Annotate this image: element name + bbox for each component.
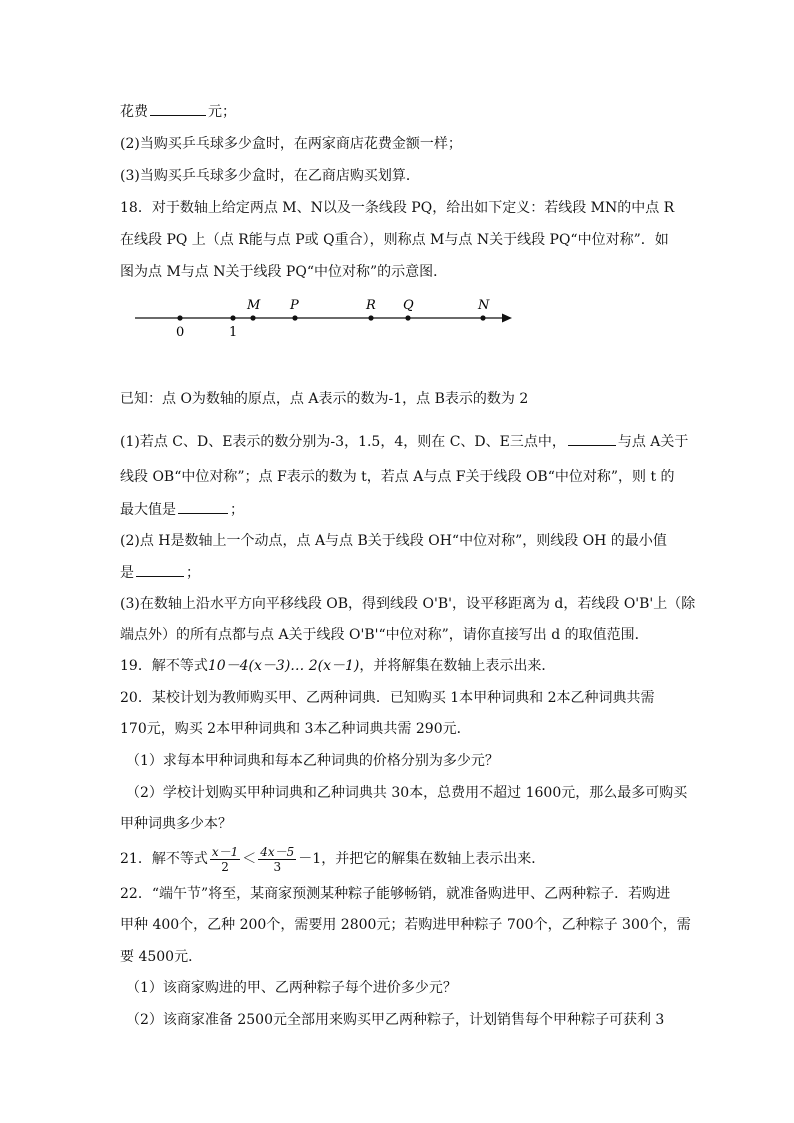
point-0: [177, 315, 182, 320]
tick-label-1: 1: [229, 325, 238, 340]
line-q20-3: （1）求每本甲种词典和每本乙种词典的价格分别为多少元？: [126, 753, 499, 769]
text-q21-b: －1，并把它的解集在数轴上表示出来．: [298, 851, 546, 867]
point-P: [292, 315, 297, 320]
text-p1-e: ；: [230, 502, 244, 518]
line-p1-c: 线段 OB“中位对称”；点 F表示的数为 t，若点 A与点 F关于线段 OB“中位对称”，则 t 的: [120, 469, 675, 485]
q21-fraction-right: [258, 845, 296, 874]
line-q19: [120, 656, 555, 676]
q19-inequality: 10－4(x－3)… 2(x－1): [207, 658, 360, 674]
line-p2-a: (2)点 H是数轴上一个动点，点 A与点 B关于线段 OH“中位对称”，则线段 OH 的最小值: [120, 533, 667, 549]
point-M: [250, 315, 255, 320]
line-q20-1: 20．某校计划为教师购买甲、乙两种词典．已知购买 1本甲种词典和 2本乙种词典共需: [120, 690, 655, 706]
answer-blank-cde: [568, 431, 616, 446]
text-cost-suffix: 元；: [208, 104, 236, 120]
label-P: P: [290, 298, 299, 313]
line-p3-b: 端点外）的所有点都与点 A关于线段 O'B'“中位对称”，请你直接写出 d 的取值范围．: [120, 627, 649, 643]
line-q20-5: 甲种词典多少本？: [120, 816, 232, 832]
line-q17-2: (2)当购买乒乓球多少盒时，在两家商店花费金额一样；: [120, 136, 462, 152]
text-p1-a: (1)若点 C、D、E表示的数分别为-3，1.5，4，则在 C、D、E三点中，: [120, 434, 566, 450]
line-q21: [120, 842, 545, 876]
axis-arrow-icon: [502, 314, 512, 323]
line-given: 已知：点 O为数轴的原点，点 A表示的数为-1，点 B表示的数为 2: [120, 391, 529, 407]
line-q22-1: 22．“端午节”将至，某商家预测某种粽子能够畅销，就准备购进甲、乙两种粽子．若购进: [120, 886, 671, 902]
point-Q: [405, 315, 410, 320]
line-p1-d: [120, 499, 244, 520]
number-line-figure: [120, 290, 520, 350]
text-p1-b: 与点 A关于: [617, 434, 689, 450]
q21-fraction-right-den: 3: [273, 859, 282, 874]
q21-fraction-left-num: x－1: [211, 844, 239, 859]
text-p2-c: ；: [186, 565, 200, 581]
q21-less-than: ＜: [242, 851, 257, 867]
q21-fraction-left: [210, 845, 240, 874]
text-q19-a: 19．解不等式: [120, 658, 208, 674]
line-p2-b: [120, 562, 200, 583]
line-q22-2: 甲种 400个，乙种 200个，需要用 2800元；若购进甲种粽子 700个，乙种粽子 300个，需: [120, 917, 691, 933]
line-q22-5: （2）该商家准备 2500元全部用来购买甲乙两种粽子，计划销售每个甲种粽子可获利 3: [126, 1012, 665, 1028]
line-p1-a: [120, 431, 688, 452]
q21-fraction-right-num: 4x－5: [260, 844, 295, 859]
line-q20-2: 170元，购买 2本甲种词典和 3本乙种词典共需 290元．: [120, 721, 471, 737]
point-R: [368, 315, 373, 320]
line-q22-4: （1）该商家购进的甲、乙两种粽子每个进价多少元？: [126, 980, 457, 996]
point-N: [480, 315, 485, 320]
text-q21-a: 21．解不等式: [120, 851, 208, 867]
line-q18-2: 在线段 PQ 上（点 R能与点 P或 Q重合），则称点 M与点 N关于线段 PQ“中位对称”．如: [120, 232, 669, 248]
label-N: N: [478, 298, 490, 313]
text-cost-prefix: 花费: [120, 104, 148, 120]
label-R: R: [366, 298, 376, 313]
text-p1-d: 最大值是: [120, 502, 176, 518]
q21-fraction-left-den: 2: [221, 859, 229, 874]
line-q18-3: 图为点 M与点 N关于线段 PQ“中位对称”的示意图．: [120, 264, 448, 280]
line-q17-3: (3)当购买乒乓球多少盒时，在乙商店购买划算．: [120, 168, 420, 184]
line-p3-a: (3)在数轴上沿水平方向平移线段 OB，得到线段 O'B'，设平移距离为 d，若线段 O'B'上（除: [120, 596, 696, 612]
answer-blank-t-max: [178, 499, 228, 514]
line-q22-3: 要 4500元．: [120, 949, 203, 965]
answer-blank-oh-min: [136, 562, 184, 577]
answer-blank-cost: [150, 101, 206, 116]
line-q20-4: （2）学校计划购买甲种词典和乙种词典共 30本，总费用不超过 1600元，那么最多可购买: [126, 785, 688, 801]
line-cost: [120, 101, 236, 122]
text-q19-b: ，并将解集在数轴上表示出来．: [359, 658, 556, 674]
tick-label-0: 0: [176, 325, 185, 340]
label-Q: Q: [403, 298, 414, 313]
text-p2-b: 是: [120, 565, 134, 581]
point-1: [230, 315, 235, 320]
line-q18-1: 18．对于数轴上给定两点 M、N以及一条线段 PQ，给出如下定义：若线段 MN的中点 R: [120, 200, 675, 216]
label-M: M: [247, 298, 261, 313]
